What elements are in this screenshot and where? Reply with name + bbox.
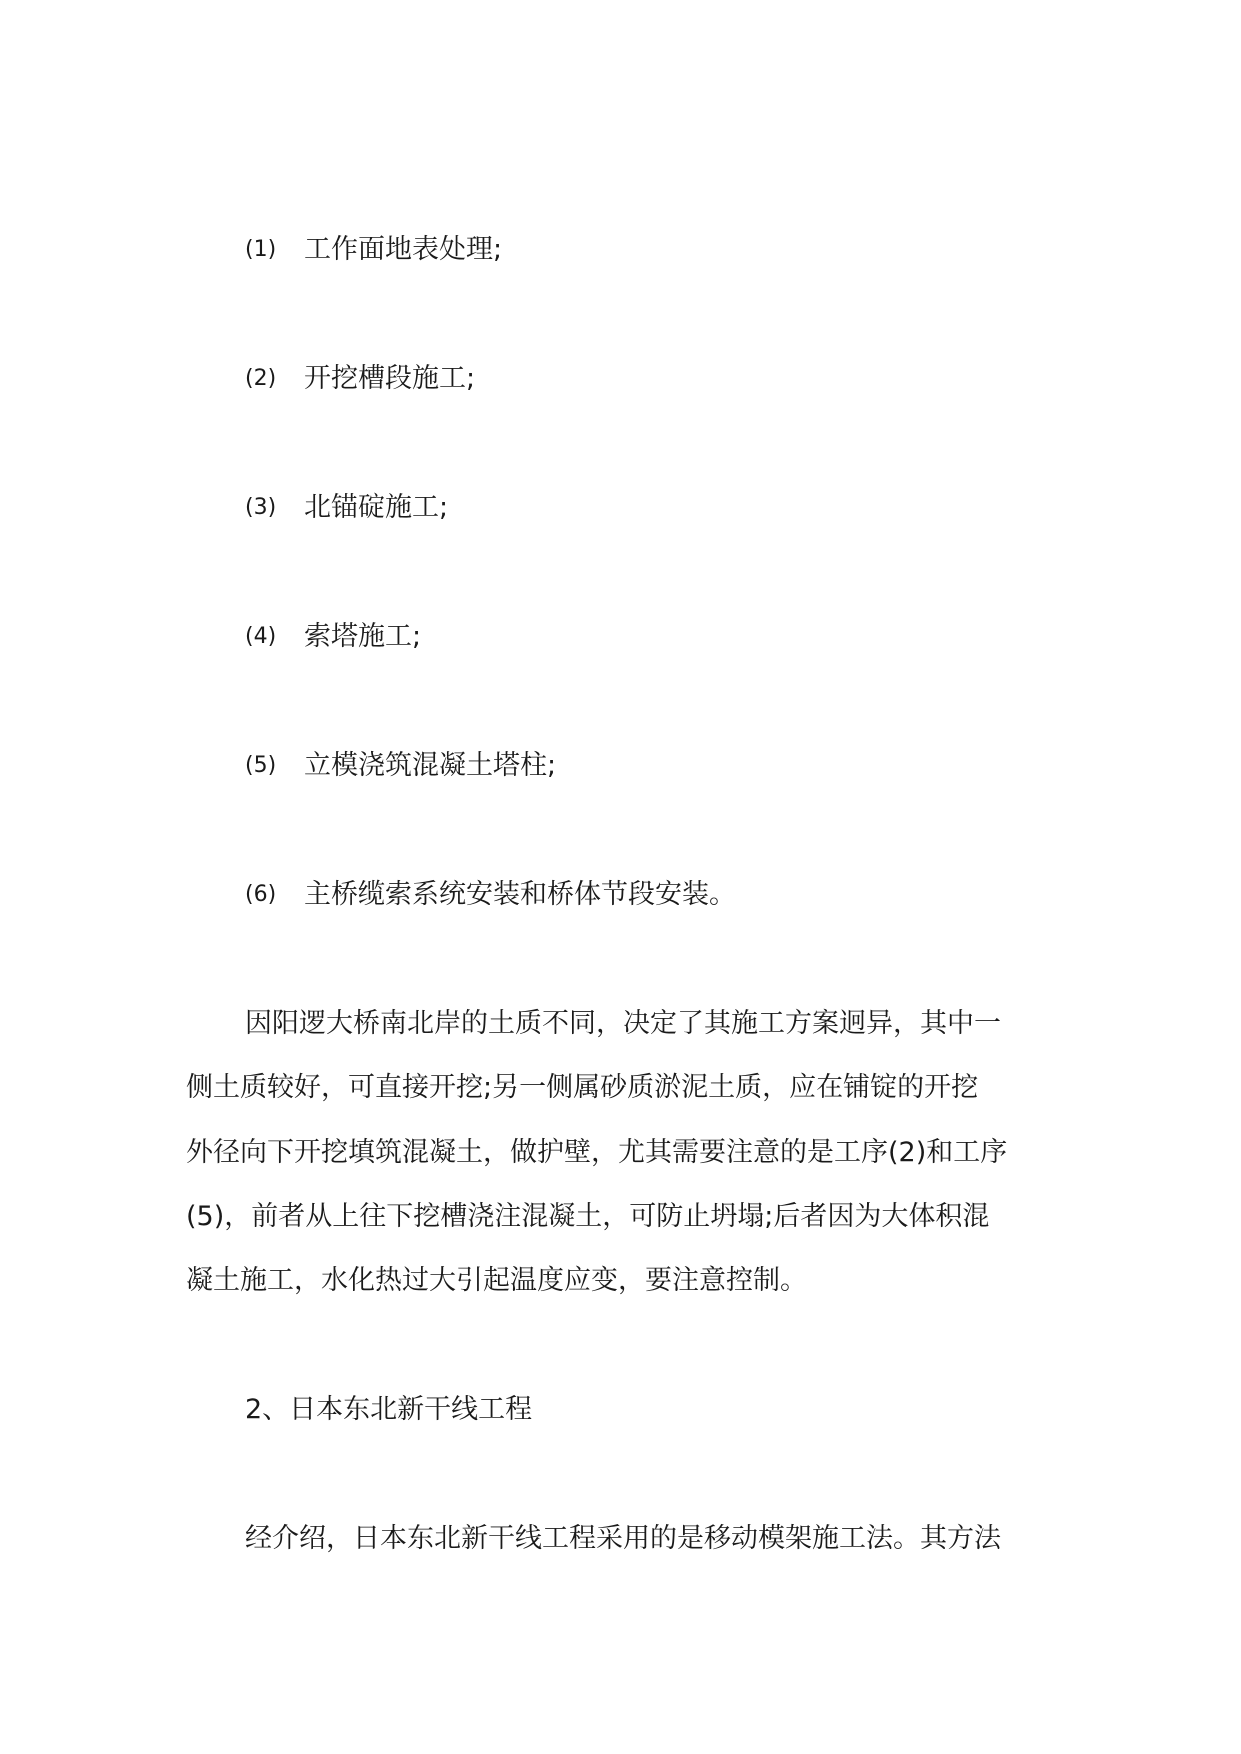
list-text: 索塔施工; <box>304 621 422 652</box>
section-heading: 2、日本东北新干线工程 <box>245 1394 533 1425</box>
list-text: 开挖槽段施工; <box>304 363 476 394</box>
list-text: 主桥缆索系统安装和桥体节段安装。 <box>304 879 736 910</box>
list-marker: (3) <box>245 495 277 520</box>
list-marker: (2) <box>245 366 277 391</box>
list-marker: (6) <box>245 882 277 907</box>
paragraph-line: (5)，前者从上往下挖槽浇注混凝土，可防止坍塌;后者因为大体积混 <box>186 1201 990 1232</box>
list-marker: (5) <box>245 753 277 778</box>
paragraph-line: 外径向下开挖填筑混凝土，做护壁，尤其需要注意的是工序(2)和工序 <box>186 1137 1008 1168</box>
list-text: 工作面地表处理; <box>304 234 503 265</box>
list-text: 北锚碇施工; <box>304 492 449 523</box>
list-marker: (4) <box>245 624 277 649</box>
paragraph-line: 凝土施工，水化热过大引起温度应变，要注意控制。 <box>186 1265 807 1296</box>
list-marker: (1) <box>245 237 277 262</box>
paragraph-line: 侧土质较好，可直接开挖;另一侧属砂质淤泥土质，应在铺锭的开挖 <box>186 1072 979 1103</box>
paragraph-line: 经介绍，日本东北新干线工程采用的是移动模架施工法。其方法 <box>245 1523 1001 1554</box>
paragraph-line: 因阳逻大桥南北岸的土质不同，决定了其施工方案迥异，其中一 <box>245 1008 1001 1039</box>
list-text: 立模浇筑混凝土塔柱; <box>304 750 557 781</box>
